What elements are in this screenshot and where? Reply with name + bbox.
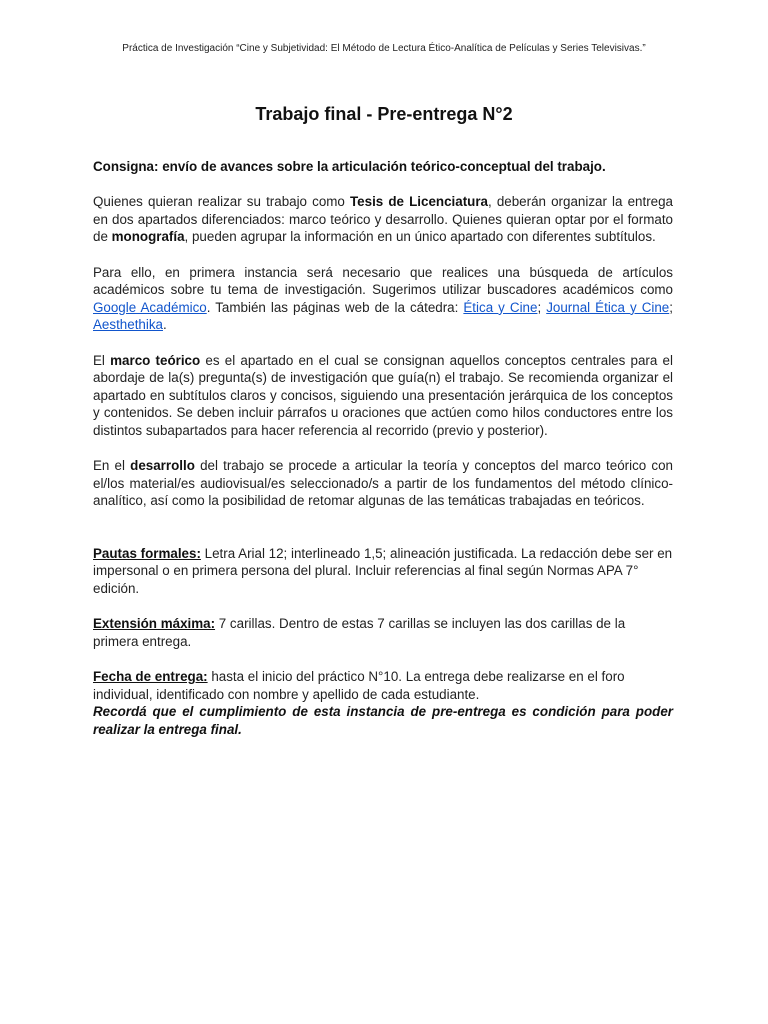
extension-text: 7 carillas. Dentro de estas 7 carillas se incluyen las dos carillas de la primera entrega. [93,616,626,649]
pautas-label: Pautas formales: [93,545,201,561]
link-google-academico[interactable]: Google Académico [93,299,207,315]
desarrollo-paragraph [93,457,673,510]
consigna-paragraph [93,158,673,176]
p4-text-1: En el [93,458,131,474]
p3-text-1: El [93,352,111,368]
p2-text-5: . [162,317,167,333]
marco-teorico-paragraph [93,352,673,440]
p3-bold-marco-teorico: marco teórico [110,352,201,368]
p4-text-2: del trabajo se procede a articular la teoría y conceptos del marco teórico con el/los material/es audiovisual/es seleccionado/s a partir de los fundamentos del método clínico-analítico, así como la posibilidad de retomar algunas de las temáticas trabajadas en teóricos. [93,458,673,509]
p4-bold-desarrollo: desarrollo [130,458,195,474]
p3-text-2: es el apartado en el cual se consignan aquellos conceptos centrales para el abordaje de la(s) pregunta(s) de investigación que guía(n) el trabajo. Se recomienda organizar el apartado en subtítulos claros y concisos, siguiendo una presentación jerárquica de los conceptos y contenidos. Se deben incluir párrafos u oraciones que actúen como hilos conductores entre los distintos subapartados para hacer referencia al recorrido (previo y posterior). [93,352,673,438]
condition-note: Recordá que el cumplimiento de esta instancia de pre-entrega es condición para poder realizar la entrega final. [93,704,673,737]
document-body [93,158,673,738]
search-paragraph [93,264,673,334]
document-title: Trabajo final - Pre-entrega N°2 [255,104,513,124]
pautas-formales-paragraph [93,545,673,598]
pautas-text: Letra Arial 12; interlineado 1,5; alineación justificada. La redacción debe ser en impersonal o en primera persona del plural. Incluir referencias al final según Normas APA 7° edición. [93,545,673,597]
extension-paragraph [93,615,673,650]
page-header: Práctica de Investigación “Cine y Subjetividad: El Método de Lectura Ético-Analítica de Películas y Series Televisivas.” [122,43,646,54]
link-etica-y-cine[interactable]: Ética y Cine [463,299,538,315]
p1-bold-monografia: monografía [111,229,185,245]
link-aesthethika[interactable]: Aesthethika [93,317,163,333]
thesis-format-paragraph [93,193,673,246]
p1-text-2: , deberán organizar la entrega en dos apartados diferenciados: marco teórico y desarrollo. Quienes quieran optar por el formato de [93,194,673,245]
p1-text-1: Quienes quieran realizar su trabajo como [93,194,350,210]
consigna-text: envío de avances sobre la articulación teórico-conceptual del trabajo. [158,159,606,174]
p2-text-2: . También las páginas web de la cátedra: [206,299,464,315]
fecha-label: Fecha de entrega: [93,669,208,685]
p1-text-3: , pueden agrupar la información en un único apartado con diferentes subtítulos. [184,229,656,245]
p1-bold-tesis: Tesis de Licenciatura [350,194,488,210]
fecha-entrega-paragraph [93,668,673,703]
p2-text-1: Para ello, en primera instancia será necesario que realices una búsqueda de artículos académicos sobre tu tema de investigación. Sugerimos utilizar buscadores académicos como [93,264,673,298]
fecha-text: hasta el inicio del práctico N°10. La entrega debe realizarse en el foro individual, identificado con nombre y apellido de cada estudiante. [93,669,625,702]
extension-label: Extensión máxima: [93,616,216,632]
consigna-label: Consigna: [93,159,159,174]
p2-text-3: ; [537,299,547,315]
p2-text-4: ; [669,299,673,315]
link-journal-etica-y-cine[interactable]: Journal Ética y Cine [546,299,670,315]
